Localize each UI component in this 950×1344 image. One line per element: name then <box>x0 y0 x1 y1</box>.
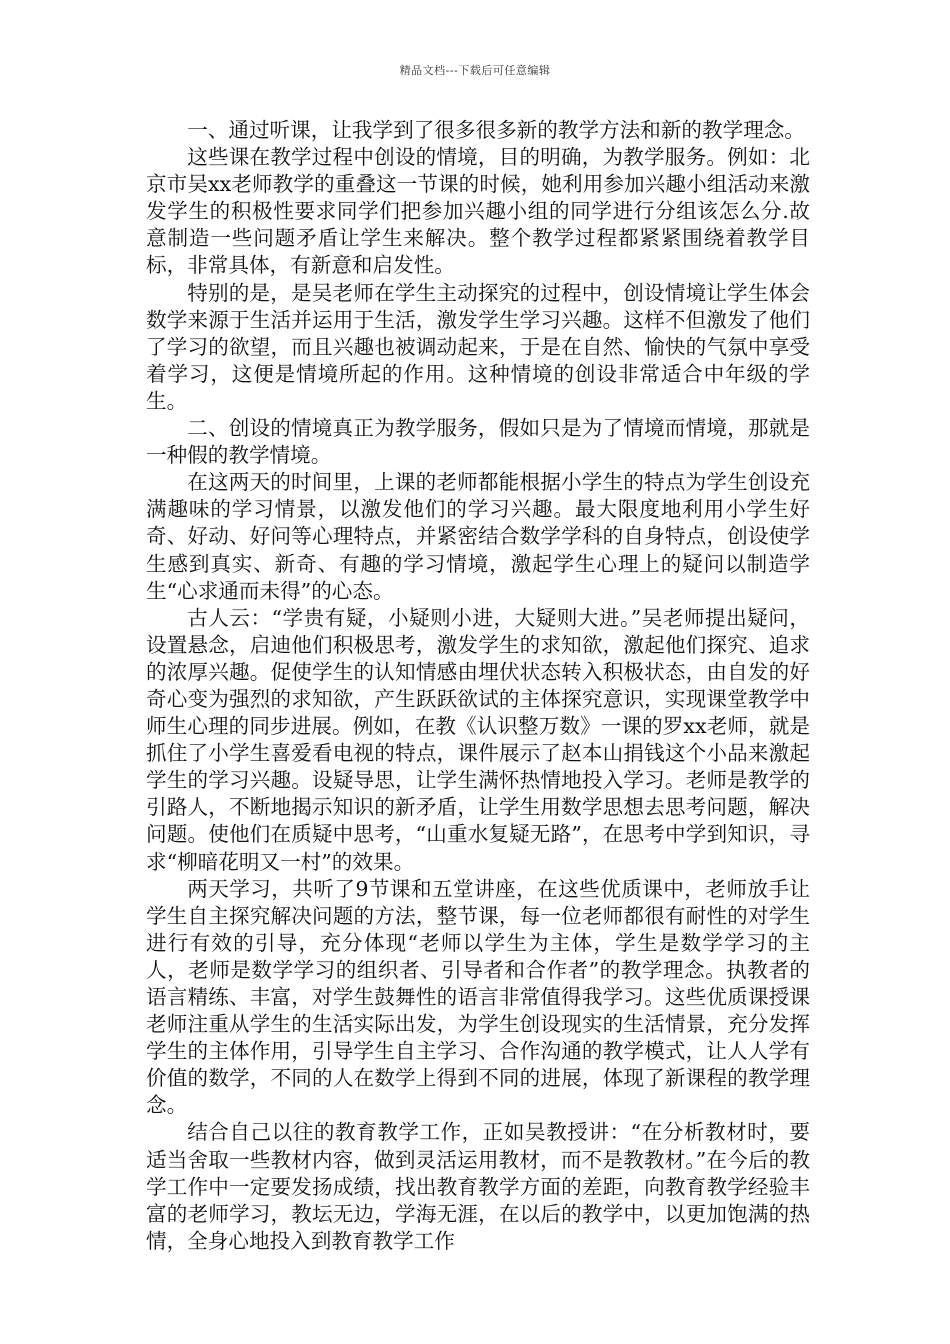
paragraph: 一、通过听课，让我学到了很多很多新的教学方法和新的教学理念。 <box>187 118 805 142</box>
document-body <box>146 117 810 1255</box>
paragraph: 结合自己以往的教育教学工作，正如吴教授讲：“在分析教材时，要适当舍取一些教材内容，做到灵活运用教材，而不是教教材。”在今后的教学工作中一定要发扬成绩，找出教育教学方面的差距，向教育教学经验丰富的老师学习，教坛无边，学海无涯，在以后的教学中，以更加饱满的热情，全身心地投入到教育教学工作 <box>146 1120 810 1253</box>
paragraph: 古人云：“学贵有疑，小疑则小进，大疑则大进。”吴老师提出疑问，设置悬念，启迪他们积极思考，激发学生的求知欲，激起他们探究、追求的浓厚兴趣。促使学生的认知情感由埋伏状态转入积极状态，由自发的好奇心变为强烈的求知欲，产生跃跃欲试的主体探究意识，实现课堂教学中师生心理的同步进展。例如，在教《认识整万数》一课的罗xx老师，就是抓住了小学生喜爱看电视的特点，课件展示了赵本山捐钱这个小品来激起学生的学习兴趣。设疑导思，让学生满怀热情地投入学习。老师是教学的引路人，不断地揭示知识的新矛盾，让学生用数学思想去思考问题，解决问题。使他们在质疑中思考，“山重水复疑无路”，在思考中学到知识，寻求“柳暗花明又一村”的效果。 <box>146 605 810 874</box>
paragraph: 二、创设的情境真正为教学服务，假如只是为了情境而情境，那就是一种假的教学情境。 <box>146 416 810 468</box>
paragraph: 在这两天的时间里，上课的老师都能根据小学生的特点为学生创设充满趣味的学习情景，以激发他们的学习兴趣。最大限度地利用小学生好奇、好动、好问等心理特点，并紧密结合数学学科的自身特点，创设使学生感到真实、新奇、有趣的学习情境，激起学生心理上的疑问以制造学生“心求通而未得”的心态。 <box>146 470 810 603</box>
paragraph: 这些课在教学过程中创设的情境，目的明确，为教学服务。例如：北京市吴xx老师教学的重叠这一节课的时候，她利用参加兴趣小组活动来激发学生的积极性要求同学们把参加兴趣小组的同学进行分组该怎么分.故意制造一些问题矛盾让学生来解决。整个教学过程都紧紧围绕着教学目标，非常具体，有新意和启发性。 <box>146 145 810 278</box>
paragraph: 两天学习，共听了9节课和五堂讲座，在这些优质课中，老师放手让学生自主探究解决问题的方法，整节课，每一位老师都很有耐性的对学生进行有效的引导，充分体现“老师以学生为主体，学生是数学学习的主人，老师是数学学习的组织者、引导者和合作者”的教学理念。执教者的语言精练、丰富，对学生鼓舞性的语言非常值得我学习。这些优质课授课老师注重从学生的生活实际出发，为学生创设现实的生活情景，充分发挥学生的主体作用，引导学生自主学习、合作沟通的教学模式，让人人学有价值的数学，不同的人在数学上得到不同的进展，体现了新课程的教学理念。 <box>146 876 810 1118</box>
page-header: 精品文档---下载后可任意编辑 <box>399 64 551 77</box>
paragraph: 特别的是，是吴老师在学生主动探究的过程中，创设情境让学生体会数学来源于生活并运用于生活，激发学生学习兴趣。这样不但激发了他们了学习的欲望，而且兴趣也被调动起来，于是在自然、愉快的气氛中享受着学习，这便是情境所起的作用。这种情境的创设非常适合中年级的学生。 <box>146 280 810 413</box>
